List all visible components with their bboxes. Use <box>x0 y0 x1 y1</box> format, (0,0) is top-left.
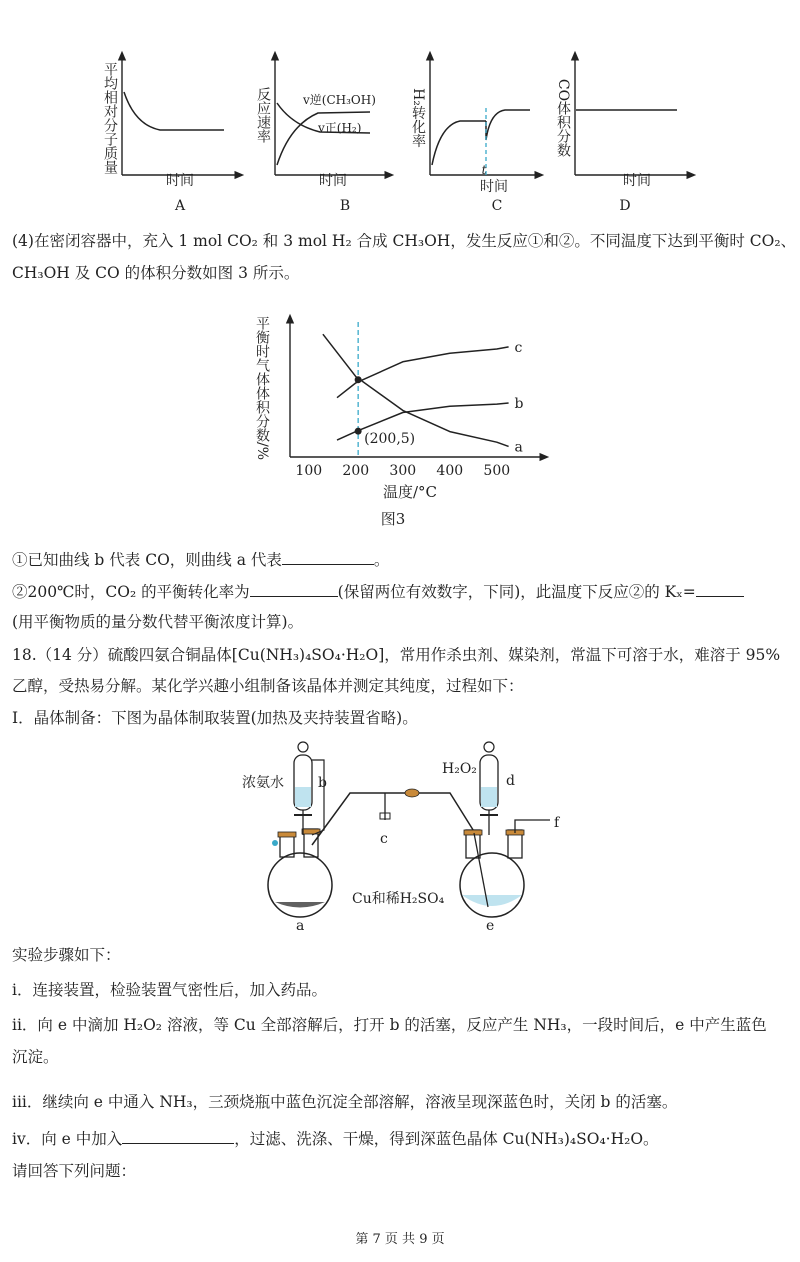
label-c: c <box>380 831 388 847</box>
apparatus-diagram <box>230 735 570 935</box>
q18-section1: I．晶体制备：下图为晶体制取装置(加热及夹持装置省略)。 <box>12 709 418 727</box>
fig3-annotation: (200,5) <box>364 431 416 448</box>
fig3-series-c <box>337 347 509 398</box>
fig3-ylabel: 平衡时气体体积分数/% <box>254 315 270 461</box>
q4-sub2-part2: (保留两位有效数字，下同)，此温度下反应②的 Kₓ= <box>337 583 696 601</box>
graph-b-xlabel: 时间 <box>319 173 347 189</box>
label-e: e <box>486 918 495 934</box>
fig3-x-tick-400: 400 <box>436 463 464 479</box>
label-h2o2: H₂O₂ <box>442 761 477 777</box>
fig3-x-tick-300: 300 <box>389 463 417 479</box>
fig3-intersection-point <box>355 376 362 383</box>
graph-c-curve-before <box>432 121 486 165</box>
funnel-d <box>480 742 498 835</box>
graph-a <box>102 55 240 214</box>
fig3-x-tick-500: 500 <box>483 463 511 479</box>
graph-b-curve-upper-label: v逆(CH₃OH) <box>303 93 376 107</box>
graph-c-t-mark: t <box>481 163 487 177</box>
step-i: i．连接装置，检验装置气密性后，加入药品。 <box>12 981 327 999</box>
label-ammonia: 浓氨水 <box>242 775 284 791</box>
q18-line2: 乙醇，受热易分解。某化学兴趣小组制备该晶体并测定其纯度，过程如下： <box>12 677 524 695</box>
graph-b-curve-upper <box>277 112 370 165</box>
page-footer: 第 7 页 共 9 页 <box>355 1232 445 1247</box>
flask-a <box>268 829 332 917</box>
label-cu: Cu和稀H₂SO₄ <box>352 891 445 907</box>
label-f: f <box>554 815 560 831</box>
graph-a-id: A <box>174 198 186 214</box>
q18-line1: 18.（14 分）硫酸四氨合铜晶体[Cu(NH₃)₄SO₄·H₂O]，常用作杀虫剂、媒染剂，常温下可溶于水，难溶于 95% <box>12 646 781 664</box>
graph-d <box>555 55 692 214</box>
step-iv-before: iv．向 e 中加入 <box>12 1130 123 1148</box>
fig3-xlabel: 温度/°C <box>382 483 438 501</box>
q4-sub2-part1: ②200℃时，CO₂ 的平衡转化率为 <box>12 583 250 601</box>
q4-sub2-line2: (用平衡物质的量分数代替平衡浓度计算)。 <box>12 613 304 631</box>
label-a: a <box>296 918 305 934</box>
graph-b-curve-lower-label: v正(H₂) <box>318 121 362 135</box>
label-b: b <box>318 775 327 791</box>
graph-d-id: D <box>619 198 631 214</box>
figure-3-chart <box>240 300 570 530</box>
label-d: d <box>506 773 515 789</box>
graph-a-curve <box>124 92 224 130</box>
graph-c-id: C <box>491 198 503 214</box>
q4-intro-line1: (4)在密闭容器中，充入 1 mol CO₂ 和 3 mol H₂ 合成 CH₃OH，发生反应①和②。不同温度下达到平衡时 CO₂、 <box>12 232 797 250</box>
graphs-row <box>0 0 800 218</box>
step-iii: iii．继续向 e 中通入 NH₃，三颈烧瓶中蓝色沉淀全部溶解，溶液呈现深蓝色时，关闭 b 的活塞。 <box>12 1093 678 1111</box>
fig3-x-tick-100: 100 <box>295 463 323 479</box>
fig3-annotation-point <box>355 428 362 435</box>
flask-e <box>460 820 550 917</box>
graph-a-ylabel: 平均相对分子质量 <box>102 62 118 174</box>
q4-sub2 <box>12 580 744 603</box>
q4-sub1-end: 。 <box>373 551 390 569</box>
fig3-series-label-b: b <box>514 396 524 413</box>
graph-c-xlabel: 时间 <box>480 179 508 195</box>
graph-b-ylabel: 反应速率 <box>255 87 271 143</box>
graph-d-ylabel: CO体积分数 <box>555 78 571 158</box>
step-ii-line2: 沉淀。 <box>12 1048 59 1066</box>
graph-c-curve-after <box>486 110 530 140</box>
q4-sub1-blank[interactable] <box>282 548 374 565</box>
steps-heading: 实验步骤如下： <box>12 946 121 964</box>
q4-sub1 <box>12 548 389 571</box>
fig3-series-b <box>337 403 509 440</box>
step-iv <box>12 1127 659 1150</box>
step-iv-after: ，过滤、洗涤、干燥，得到深蓝色晶体 Cu(NH₃)₄SO₄·H₂O。 <box>234 1130 659 1148</box>
step-iv-blank[interactable] <box>122 1127 234 1144</box>
q4-sub2-blank1[interactable] <box>250 580 338 597</box>
fig3-series-label-a: a <box>514 439 523 456</box>
fig3-series-label-c: c <box>514 339 523 356</box>
graph-d-xlabel: 时间 <box>623 173 651 189</box>
step-ii-line1: ii．向 e 中滴加 H₂O₂ 溶液，等 Cu 全部溶解后，打开 b 的活塞，反应产生 NH₃，一段时间后，e 中产生蓝色 <box>12 1016 767 1034</box>
answer-prompt: 请回答下列问题： <box>12 1162 137 1180</box>
graph-c-ylabel: H₂转化率 <box>410 88 426 148</box>
graph-c <box>410 55 540 214</box>
fig3-title: 图3 <box>380 510 406 528</box>
graph-a-xlabel: 时间 <box>166 173 194 189</box>
q4-intro-line2: CH₃OH 及 CO 的体积分数如图 3 所示。 <box>12 264 300 282</box>
q4-sub1-text: ①已知曲线 b 代表 CO，则曲线 a 代表 <box>12 551 282 569</box>
graph-b <box>255 55 390 214</box>
q4-sub2-blank2[interactable] <box>696 580 744 597</box>
fig3-x-tick-200: 200 <box>342 463 370 479</box>
graph-b-id: B <box>339 198 351 214</box>
